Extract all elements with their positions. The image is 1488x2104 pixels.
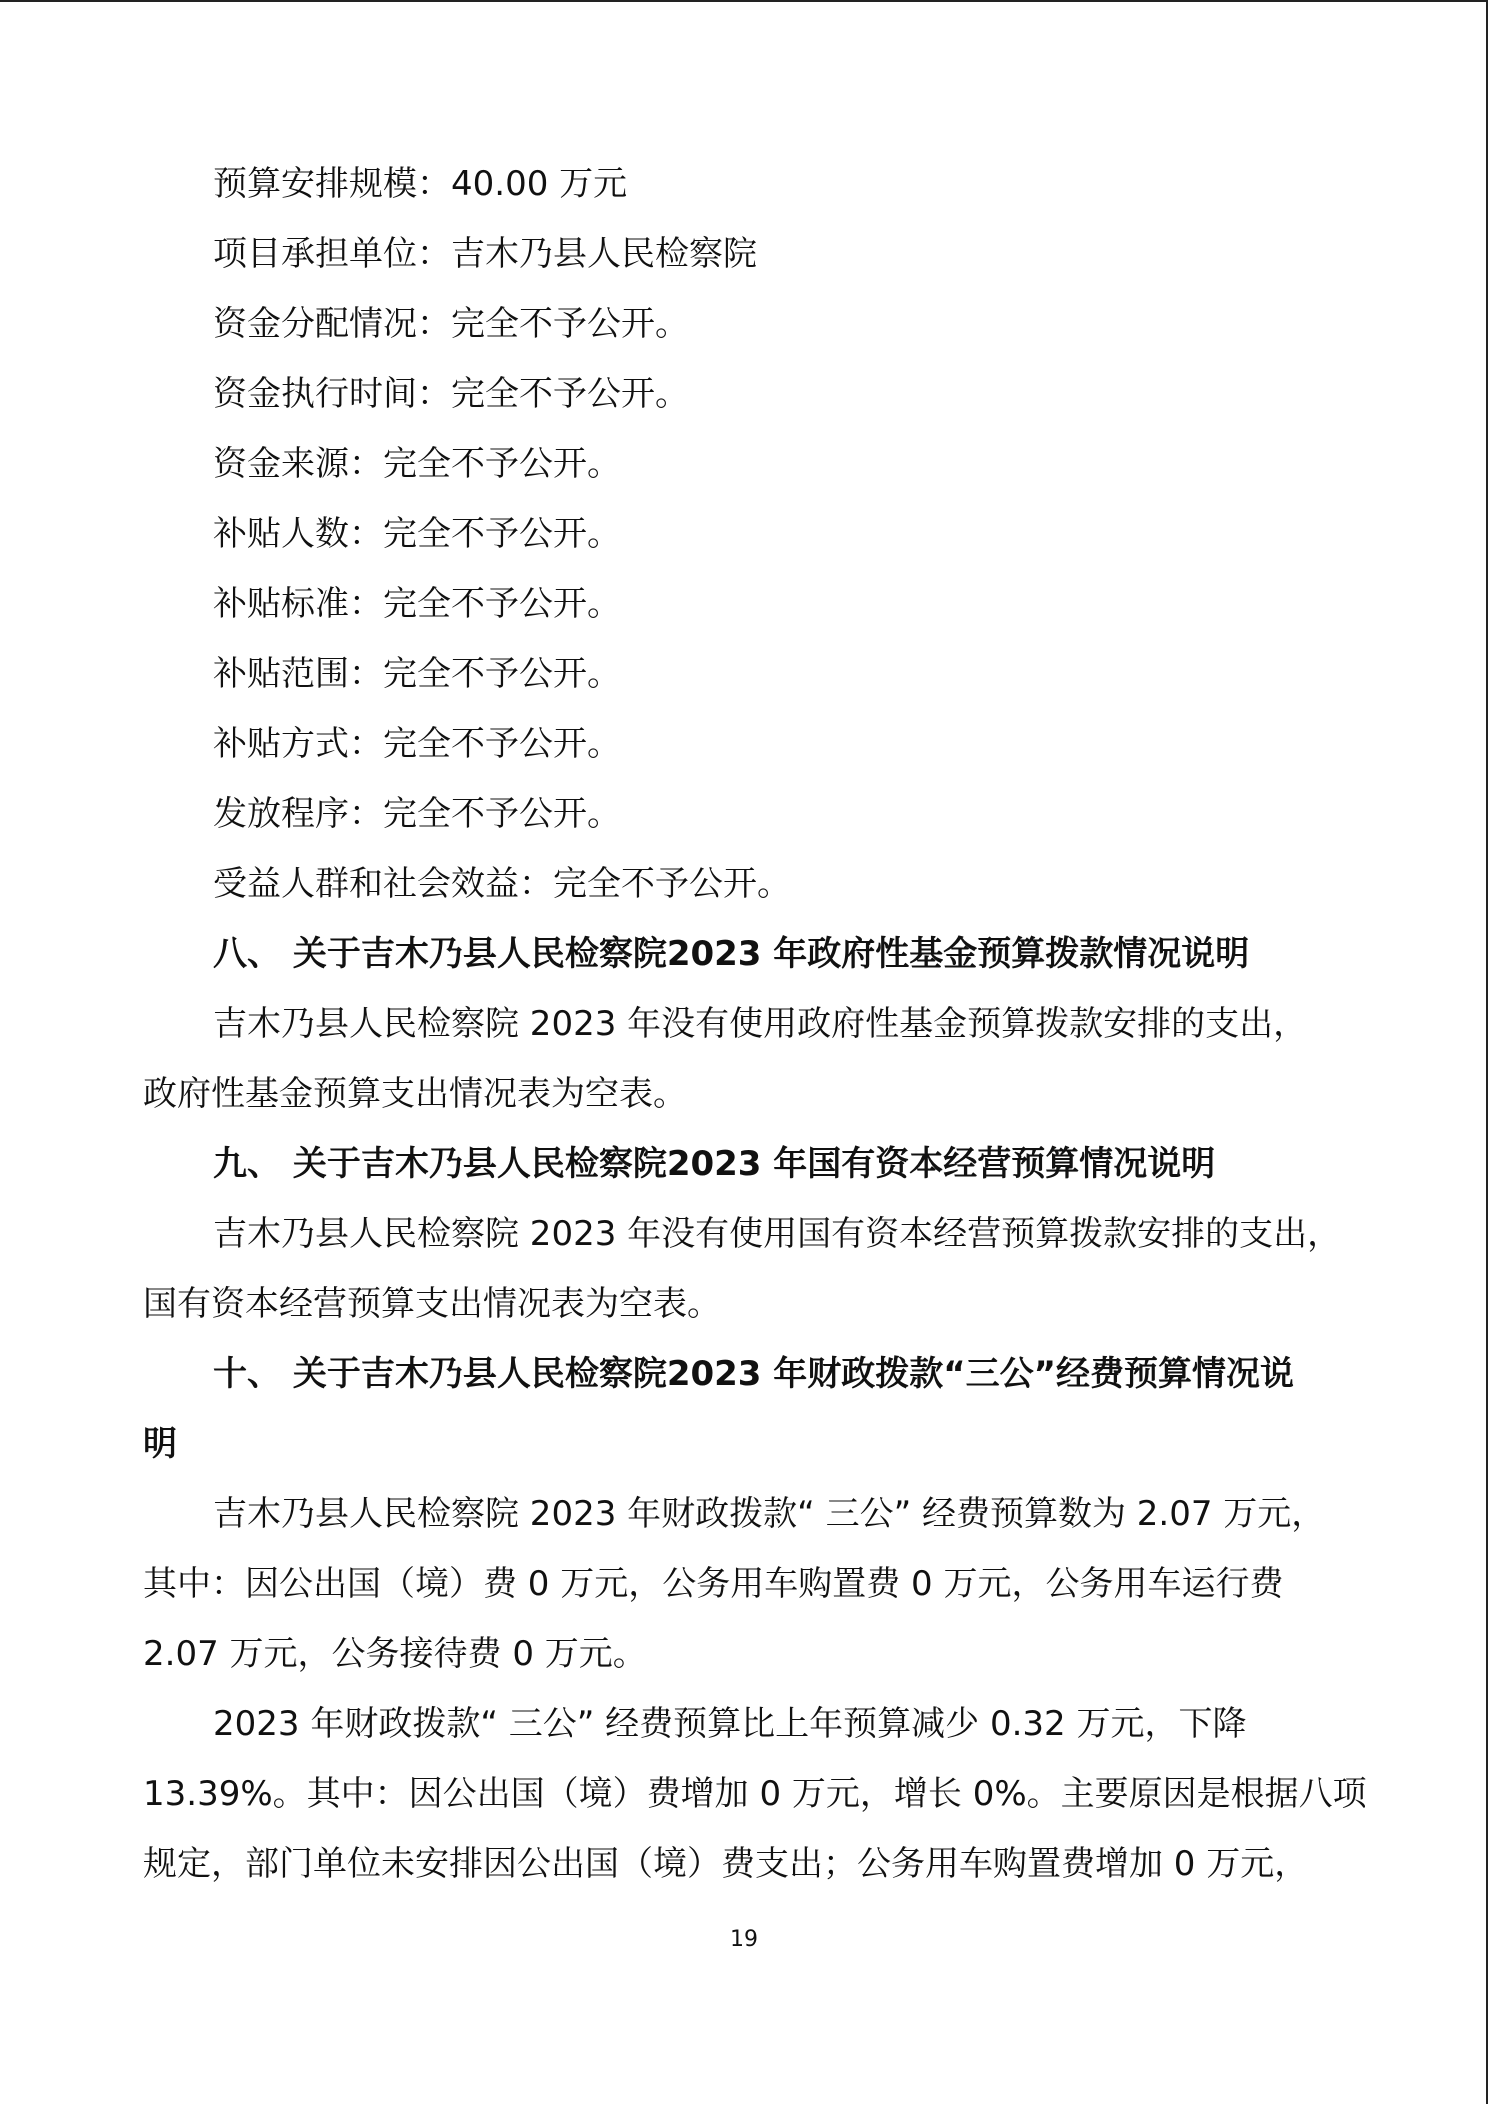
section-10-paragraph-2-line-2: 13.39%。其中：因公出国（境）费增加 0 万元，增长 0%。主要原因是根据八项	[143, 1774, 1367, 1814]
subsidy-standard-line: 补贴标准：完全不予公开。	[213, 584, 621, 624]
section-10-paragraph-2-line-1: 2023 年财政拨款“ 三公” 经费预算比上年预算减少 0.32 万元，下降	[213, 1704, 1247, 1744]
distribution-procedure-line: 发放程序：完全不予公开。	[213, 794, 621, 834]
undertaking-unit-line: 项目承担单位：吉木乃县人民检察院	[213, 234, 757, 274]
section-10-paragraph-1-line-3: 2.07 万元，公务接待费 0 万元。	[143, 1634, 647, 1674]
section-9-paragraph-line-2: 国有资本经营预算支出情况表为空表。	[143, 1284, 721, 1324]
section-9-paragraph-line-1: 吉木乃县人民检察院 2023 年没有使用国有资本经营预算拨款安排的支出，	[213, 1214, 1342, 1254]
section-8-paragraph-line-1: 吉木乃县人民检察院 2023 年没有使用政府性基金预算拨款安排的支出，	[213, 1004, 1308, 1044]
fund-source-line: 资金来源：完全不予公开。	[213, 444, 621, 484]
page-border-top	[0, 0, 1488, 2]
section-8-paragraph-line-2: 政府性基金预算支出情况表为空表。	[143, 1074, 687, 1114]
page-number: 19	[730, 1927, 758, 1952]
section-10-paragraph-1-line-1: 吉木乃县人民检察院 2023 年财政拨款“ 三公” 经费预算数为 2.07 万元，	[213, 1494, 1326, 1534]
subsidy-count-line: 补贴人数：完全不予公开。	[213, 514, 621, 554]
fund-allocation-line: 资金分配情况：完全不予公开。	[213, 304, 689, 344]
beneficiaries-line: 受益人群和社会效益：完全不予公开。	[213, 864, 791, 904]
subsidy-scope-line: 补贴范围：完全不予公开。	[213, 654, 621, 694]
section-8-heading: 八、 关于吉木乃县人民检察院2023 年政府性基金预算拨款情况说明	[213, 934, 1250, 974]
section-10-paragraph-2-line-3: 规定，部门单位未安排因公出国（境）费支出；公务用车购置费增加 0 万元，	[143, 1844, 1309, 1884]
subsidy-method-line: 补贴方式：完全不予公开。	[213, 724, 621, 764]
section-10-paragraph-1-line-2: 其中：因公出国（境）费 0 万元，公务用车购置费 0 万元，公务用车运行费	[143, 1564, 1284, 1604]
section-10-heading-continued: 明	[143, 1424, 177, 1464]
section-10-heading: 十、 关于吉木乃县人民检察院2023 年财政拨款“三公”经费预算情况说	[213, 1354, 1294, 1394]
fund-execution-time-line: 资金执行时间：完全不予公开。	[213, 374, 689, 414]
section-9-heading: 九、 关于吉木乃县人民检察院2023 年国有资本经营预算情况说明	[213, 1144, 1216, 1184]
budget-scale-line: 预算安排规模：40.00 万元	[213, 164, 628, 204]
